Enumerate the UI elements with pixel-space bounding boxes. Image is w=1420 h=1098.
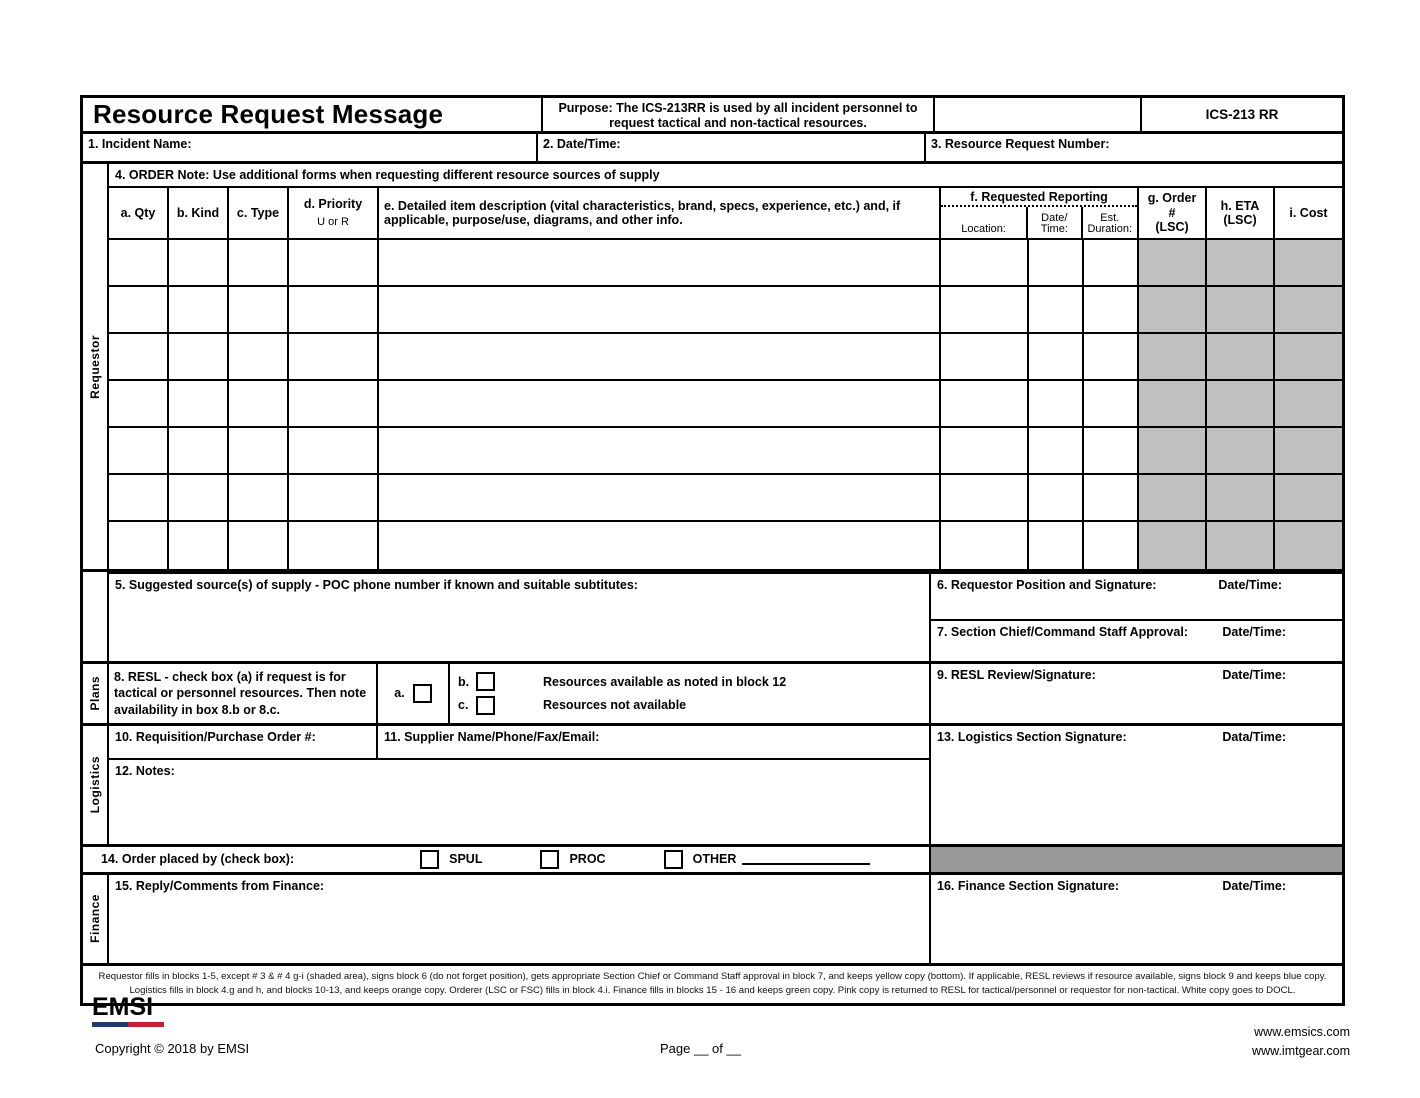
- order-placed-other[interactable]: [664, 850, 871, 869]
- col-datetime-line2: Time:: [1040, 223, 1068, 236]
- resl-option-b-label: b.: [458, 674, 470, 689]
- col-order-number-header: [1139, 188, 1207, 238]
- plans-body: [109, 664, 1342, 723]
- purpose-label: Purpose:: [558, 101, 613, 115]
- cell-qty[interactable]: [109, 381, 169, 426]
- supply-approval-section: [83, 572, 1342, 661]
- emsi-logo-bar-red: [128, 1022, 164, 1027]
- form-header: [83, 98, 1342, 134]
- cell-location[interactable]: [941, 475, 1029, 520]
- supply-approval-body: [109, 572, 1342, 661]
- resl-option-b-text: Resources available as noted in block 12: [543, 674, 787, 689]
- cell-cost: [1275, 428, 1342, 473]
- table-row: [109, 381, 1342, 428]
- cell-location[interactable]: [941, 381, 1029, 426]
- resl-review-signature-label: 9. RESL Review/Signature:: [937, 668, 1096, 682]
- table-row: [109, 475, 1342, 522]
- section-label-finance-text: Finance: [88, 894, 102, 944]
- cell-type[interactable]: [229, 428, 289, 473]
- cell-priority[interactable]: [289, 475, 379, 520]
- cell-kind[interactable]: [169, 287, 229, 332]
- cell-eta: [1207, 381, 1275, 426]
- cell-eta: [1207, 240, 1275, 285]
- section-chief-approval-datetime: Date/Time:: [1222, 625, 1286, 639]
- cell-location[interactable]: [941, 428, 1029, 473]
- resource-request-number-field[interactable]: 3. Resource Request Number:: [931, 137, 1110, 151]
- cell-report-datetime[interactable]: [1029, 381, 1084, 426]
- blocks-5-6-7: [109, 572, 1342, 661]
- footer-urls: [1252, 1023, 1350, 1061]
- cell-priority[interactable]: [289, 287, 379, 332]
- cell-location[interactable]: [941, 334, 1029, 379]
- order-section-body: [109, 164, 1342, 569]
- finance-signature-datetime: Date/Time:: [1222, 878, 1286, 893]
- col-cost-header: i. Cost: [1289, 205, 1328, 220]
- cell-location[interactable]: [941, 287, 1029, 332]
- cell-est-duration[interactable]: [1084, 475, 1139, 520]
- section-chief-approval-label: 7. Section Chief/Command Staff Approval:: [937, 625, 1188, 639]
- cell-order-number: [1139, 475, 1207, 520]
- col-order-number-line1: g. Order #: [1147, 191, 1197, 220]
- col-priority-title: d. Priority: [303, 197, 363, 212]
- table-row: [109, 334, 1342, 381]
- resl-option-b[interactable]: [450, 672, 929, 691]
- emsi-logo-bar: [92, 1022, 164, 1027]
- checkbox-proc[interactable]: [540, 850, 559, 869]
- cell-order-number: [1139, 240, 1207, 285]
- cell-priority[interactable]: [289, 240, 379, 285]
- form-instructions: Requestor fills in blocks 1-5, except # 3 & # 4 g-i (shaded area), signs block 6 (do not forget position), gets appropriate Section Chief or Command Staff approval in block 7, and keeps yellow copy (bottom). If applicable, RESL reviews if resource available, signs block 9 and keeps blue copy. Logistics fills in block 4.g and h, and blocks 10-13, and keeps orange copy. Orderer (LSC or FSC) fills in block 4.i. Finance fills in blocks 15 - 16 and keeps green copy. Pink copy is returned to RESL for tactical/personnel or requestor for non-tactical. White copy goes to DOCL.: [98, 970, 1327, 996]
- resl-checkbox-b[interactable]: [476, 672, 495, 691]
- cell-order-number: [1139, 334, 1207, 379]
- emsi-logo: [92, 995, 164, 1027]
- order-placed-other-input[interactable]: [742, 853, 870, 865]
- requestor-signature-datetime: Date/Time:: [1218, 578, 1282, 592]
- order-table-body: [109, 240, 1342, 569]
- incident-name-field[interactable]: 1. Incident Name:: [83, 134, 538, 161]
- order-placed-by-label: 14. Order placed by (check box):: [101, 852, 295, 867]
- date-time-field[interactable]: 2. Date/Time:: [538, 134, 926, 161]
- cell-est-duration[interactable]: [1084, 334, 1139, 379]
- finance-section: [83, 875, 1342, 966]
- footer-url-emsics[interactable]: www.emsics.com: [1254, 1025, 1350, 1039]
- cell-eta: [1207, 287, 1275, 332]
- cell-report-datetime[interactable]: [1029, 240, 1084, 285]
- resl-checkbox-a[interactable]: [413, 684, 432, 703]
- requisition-supplier-row: [109, 726, 929, 760]
- col-requested-reporting-group: [941, 188, 1139, 238]
- checkbox-other[interactable]: [664, 850, 683, 869]
- emsi-logo-bar-blue: [92, 1022, 128, 1027]
- cell-cost: [1275, 475, 1342, 520]
- col-priority-header: [289, 188, 379, 238]
- order-placed-spul[interactable]: [420, 850, 482, 869]
- section-label-requestor: [83, 164, 109, 569]
- plans-section: [83, 661, 1342, 726]
- logistics-signature-label: 13. Logistics Section Signature:: [937, 729, 1127, 744]
- cell-kind[interactable]: [169, 475, 229, 520]
- cell-cost: [1275, 287, 1342, 332]
- ics-213rr-form: [80, 95, 1345, 1006]
- col-duration-line1: Est.: [1100, 211, 1120, 224]
- cell-cost: [1275, 522, 1342, 569]
- col-requested-reporting-title: f. Requested Reporting: [941, 188, 1137, 207]
- section-label-plans-text: Plans: [88, 676, 102, 711]
- finance-reply-field[interactable]: 15. Reply/Comments from Finance:: [109, 875, 931, 963]
- cell-type[interactable]: [229, 287, 289, 332]
- cell-est-duration[interactable]: [1084, 522, 1139, 569]
- cell-kind[interactable]: [169, 334, 229, 379]
- order-placed-by-group: [83, 847, 931, 872]
- cell-type[interactable]: [229, 522, 289, 569]
- logistics-left: [109, 726, 931, 844]
- cell-qty[interactable]: [109, 428, 169, 473]
- resl-review-signature-field[interactable]: [931, 664, 1342, 723]
- cell-kind[interactable]: [169, 522, 229, 569]
- copyright-text: Copyright © 2018 by EMSI: [95, 1041, 250, 1056]
- resl-option-c-text: Resources not available: [543, 698, 687, 713]
- col-description-header: e. Detailed item description (vital characteristics, brand, specs, experience, etc.) and, if applicable, purpose/use, diagrams, and other info.: [379, 188, 941, 238]
- table-row: [109, 428, 1342, 475]
- cell-cost: [1275, 381, 1342, 426]
- cell-priority[interactable]: [289, 428, 379, 473]
- order-placed-proc-label: PROC: [569, 852, 606, 867]
- resl-option-c[interactable]: [450, 696, 929, 715]
- col-datetime-header: [1028, 207, 1082, 238]
- requestor-section: [83, 164, 1342, 572]
- resl-option-c-label: c.: [458, 698, 469, 713]
- col-requested-reporting-subs: [941, 207, 1137, 238]
- col-duration-header: [1083, 207, 1137, 238]
- col-type-header: c. Type: [229, 188, 289, 238]
- order-table-header: [109, 188, 1342, 240]
- col-order-number-line2: (LSC): [1155, 220, 1189, 235]
- section-label-requestor-lower: [83, 572, 109, 661]
- cell-description[interactable]: [379, 428, 941, 473]
- col-eta-line1: h. ETA: [1220, 198, 1260, 213]
- section-label-logistics: [83, 726, 109, 844]
- cell-kind[interactable]: [169, 381, 229, 426]
- cell-order-number: [1139, 428, 1207, 473]
- cell-type[interactable]: [229, 240, 289, 285]
- col-location-header: Location:: [941, 207, 1028, 238]
- resl-availability-group: [450, 664, 931, 723]
- cell-order-number: [1139, 287, 1207, 332]
- cell-eta: [1207, 475, 1275, 520]
- cell-est-duration[interactable]: [1084, 428, 1139, 473]
- signature-stack: [931, 574, 1342, 661]
- resl-instruction-text: 8. RESL - check box (a) if request is for tactical or personnel resources. Then note availability in box 8.b or 8.c.: [109, 664, 378, 723]
- col-eta-header: [1207, 188, 1275, 238]
- section-label-requestor-text: Requestor: [88, 334, 102, 399]
- table-row: [109, 522, 1342, 569]
- header-blank-cell: [935, 98, 1142, 131]
- finance-body: [109, 875, 1342, 963]
- section-label-logistics-text: Logistics: [88, 756, 102, 814]
- cell-est-duration[interactable]: [1084, 381, 1139, 426]
- cell-report-datetime[interactable]: [1029, 475, 1084, 520]
- cell-eta: [1207, 522, 1275, 569]
- section-chief-approval-field[interactable]: [931, 621, 1342, 661]
- cell-priority[interactable]: [289, 334, 379, 379]
- cell-description[interactable]: [379, 240, 941, 285]
- col-duration-line2: Duration:: [1087, 223, 1133, 236]
- resl-checkbox-a-group[interactable]: [378, 664, 450, 723]
- cell-qty[interactable]: [109, 522, 169, 569]
- cell-description[interactable]: [379, 334, 941, 379]
- cell-order-number: [1139, 522, 1207, 569]
- cell-type[interactable]: [229, 475, 289, 520]
- cell-location[interactable]: [941, 522, 1029, 569]
- cell-qty[interactable]: [109, 475, 169, 520]
- table-row: [109, 287, 1342, 334]
- emsi-logo-word: EMSI: [92, 993, 154, 1021]
- form-title-cell: [83, 98, 543, 131]
- cell-report-datetime[interactable]: [1029, 287, 1084, 332]
- order-placed-shaded-area: [931, 847, 1342, 872]
- incident-info-row: [83, 134, 1342, 164]
- cell-cost: [1275, 240, 1342, 285]
- logistics-section: [83, 726, 1342, 847]
- cell-est-duration[interactable]: [1084, 287, 1139, 332]
- order-placed-spul-label: SPUL: [449, 852, 483, 867]
- logistics-signature-field[interactable]: [931, 726, 1342, 844]
- cell-description[interactable]: [379, 522, 941, 569]
- finance-signature-label: 16. Finance Section Signature:: [937, 878, 1119, 893]
- cell-est-duration[interactable]: [1084, 240, 1139, 285]
- notes-field[interactable]: 12. Notes:: [115, 763, 175, 778]
- cell-location[interactable]: [941, 240, 1029, 285]
- requisition-order-field[interactable]: 10. Requisition/Purchase Order #:: [109, 726, 378, 758]
- section-label-finance: [83, 875, 109, 963]
- purpose-cell: [543, 98, 935, 131]
- cell-cost: [1275, 334, 1342, 379]
- suggested-sources-field[interactable]: 5. Suggested source(s) of supply - POC phone number if known and suitable subtitutes:: [109, 574, 931, 661]
- cell-report-datetime[interactable]: [1029, 428, 1084, 473]
- cell-description[interactable]: [379, 381, 941, 426]
- cell-report-datetime[interactable]: [1029, 334, 1084, 379]
- cell-description[interactable]: [379, 475, 941, 520]
- form-id-badge: ICS-213 RR: [1205, 107, 1279, 122]
- resl-checkbox-a-label: a.: [394, 686, 405, 701]
- requestor-signature-label: 6. Requestor Position and Signature:: [937, 578, 1157, 592]
- cell-kind[interactable]: [169, 240, 229, 285]
- requestor-signature-field[interactable]: [931, 574, 1342, 621]
- table-row: [109, 240, 1342, 287]
- finance-signature-field[interactable]: [931, 875, 1342, 963]
- page-number-text: Page __ of __: [660, 1041, 741, 1056]
- order-placed-proc[interactable]: [540, 850, 605, 869]
- resl-review-signature-datetime: Date/Time:: [1222, 668, 1286, 682]
- col-datetime-line1: Date/: [1041, 211, 1068, 224]
- cell-report-datetime[interactable]: [1029, 522, 1084, 569]
- col-priority-sub: U or R: [317, 215, 349, 228]
- cell-type[interactable]: [229, 381, 289, 426]
- cell-priority[interactable]: [289, 381, 379, 426]
- cell-qty[interactable]: [109, 287, 169, 332]
- order-placed-by-row: [83, 847, 1342, 875]
- purpose-text: The ICS-213RR is used by all incident personnel to request tactical and non-tactical resources.: [609, 101, 918, 130]
- checkbox-spul[interactable]: [420, 850, 439, 869]
- cell-description[interactable]: [379, 287, 941, 332]
- col-eta-line2: (LSC): [1223, 213, 1257, 227]
- cell-eta: [1207, 428, 1275, 473]
- col-qty-header: a. Qty: [109, 188, 169, 238]
- cell-qty[interactable]: [109, 240, 169, 285]
- cell-type[interactable]: [229, 334, 289, 379]
- cell-qty[interactable]: [109, 334, 169, 379]
- order-placed-other-label: OTHER: [692, 852, 737, 867]
- section-label-plans: [83, 664, 109, 723]
- supplier-info-field[interactable]: 11. Supplier Name/Phone/Fax/Email:: [384, 729, 600, 744]
- cell-priority[interactable]: [289, 522, 379, 569]
- cell-kind[interactable]: [169, 428, 229, 473]
- order-note: 4. ORDER Note: Use additional forms when requesting different resource sources of supply: [109, 164, 1342, 188]
- cell-eta: [1207, 334, 1275, 379]
- col-kind-header: b. Kind: [169, 188, 229, 238]
- cell-order-number: [1139, 381, 1207, 426]
- footer-url-imtgear[interactable]: www.imtgear.com: [1252, 1043, 1350, 1058]
- resl-checkbox-c[interactable]: [476, 696, 495, 715]
- page-title: Resource Request Message: [93, 99, 444, 129]
- logistics-signature-datetime: Data/Time:: [1222, 729, 1286, 744]
- logistics-body: [109, 726, 1342, 844]
